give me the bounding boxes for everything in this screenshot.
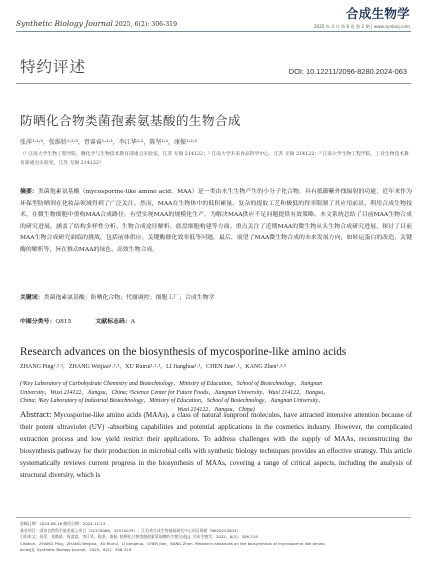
keywords-cn-text: 类菌孢素氨基酸；防晒化合物；代谢调控；细胞工厂；合成生物学 [43,295,215,301]
authors-en: ZHANG Ping¹˒²˒³，ZHANG Weijiao¹˒²˒³，XU Ruirui¹˒²˒³，LI Jianghua¹˒²，CHEN Jian¹˒²，KANG Zhen¹˒²˒³ [20,364,286,370]
footnote-citation-en: Citation：ZHANG Ping，ZHANG Weijiao，XU Ruirui，LI Jianghua，CHEN Jian，KANG Zhen. Research advances on the biosynthesis of mycosporine-like amino [20,540,325,546]
affiliation-en-line: China; ³Key Laboratory of Industrial Biotechnology，Ministry of Education，School of Biotechnology，Jiangnan University， [20,398,325,405]
code-label: 文献标志码： [95,318,131,325]
abstract-en-text: Mycosporine-like amino acids (MAAs), a class of natural sunproof molecules, have attracted intensive attention because of their potent ultraviolet (UV) -absorbing capabilities and potential applications in the cosmetics industry. However, the complicated extraction process and low yield restrict their applications. To address challenges with the supply of MAAs, reconstructing the biosynthesis pathway for their production in microbial cells with synthetic biology techniques provides an effective strategy. This article systematically reviews current progress in the biosynthesis of MAAs, covering a range of critical aspects, including the analysis of structural diversity, which is [20,411,413,479]
issue-info: 2025 年 4 月 第 6 卷 第 2 期 | www.synbioj.com [313,24,410,29]
footnote-received: 收稿日期：2024-08-16 修回日期：2024-12-13 [20,521,106,526]
journal-name: Synthetic Biology Journal [16,19,113,28]
abstract-cn [20,186,412,257]
journal-header-right [314,6,410,30]
affiliation-en-line: (¹Key Laboratory of Carbohydrate Chemistry and Biotechnology，Ministry of Education，School of Biotechnology，Jiangnan [20,381,323,387]
header-divider [16,31,411,32]
section-divider [16,83,411,84]
footnote-citation-cn: 引用本文：张萍，张维娇，胥睿睿，李江华，陈坚，康振. 防晒化合物类菌孢素氨基酸的生物合成[J]. 合成生物学，2025，6(2)：306-319 [20,534,258,540]
footer-divider [16,517,411,518]
footnote-citation-en-cont: acids[J]. Synthetic Biology Journal，2025，6(2)：306-319 [20,547,132,553]
abstract-cn-label: 摘要： [20,188,38,195]
abstract-cn-text: 类菌孢素氨基酸（mycosporine-like amino acid，MAA）是一类由水生生物产生的小分子化合物，具有抵御紫外线辐射的功能，近年来作为环保型防晒剂在化妆品领域得到了广泛关注。然而，MAA在生物体中的低积累量、复杂的提取工艺和极低的得率限制了其应用前景。利用合成生物技术，在微生物细胞中重构MAA合成路径，有望实现MAA的规模化生产，为解决MAA供应不足问题提供有效策略。本文系统总结了目前MAA生物合成的研究进展，涵盖了结构多样性分析、生物合成途径解析、底盘细胞构建等方面。重点关注了近期MAA的微生物从头生物合成研究进展，探讨了目前MAA生物合成研究面临的挑战，包括前体供应、关键酶催化效率低等问题。最后，展望了MAA微生物合成的未来发展方向，如转运蛋白的改造、关键酶的解析等，旨在推动MAA的绿色、高效生物合成。 [20,189,413,253]
article-title-en: Research advances on the biosynthesis of mycosporine-like amino acids [20,346,347,358]
abstract-en [20,409,412,481]
footnote-funding: 基金项目：国家自然科学基金面上项目（32370066，32570079）；江苏省合成生物基础研究中心项目资助（BK20233003） [20,527,241,533]
clc-value: Q815 [55,319,72,325]
footnotes [20,521,412,554]
classification [20,316,135,325]
affiliation-en-line: Wuxi 214122，Jiangsu，China) [177,406,255,413]
authors-cn: 张萍¹˒²˒³，张维娇¹˒²˒³，胥睿睿¹˒²˒³，李江华¹˒²，陈坚¹˒²，康振¹˒²˒³ [20,139,197,146]
affiliations-cn: （¹ 江南大学生物工程学院，糖化学与生物技术教育部重点实验室，江苏 无锡 214122；² 江南大学未来食品科学中心，江苏 无锡 214122；³ 江南大学生物工程学院，工业生物技术教育部重点实验室，江苏 无锡 214122） [20,152,409,166]
keywords-cn-label: 关键词： [20,294,44,301]
journal-issue: 2025, 6(2): 306-319 [114,21,178,28]
journal-logo: 合成生物学 [345,6,410,21]
keywords-cn [20,292,412,301]
doi[interactable]: DOI: 10.12211/2096-8280.2024-063 [288,67,407,76]
abstract-en-label: Abstract: [20,409,52,419]
affiliation-en-line: University，Wuxi 214122，Jiangsu，China; ²Science Center for Future Foods，Jiangnan University，Wuxi 214122，Jiangsu， [20,389,330,396]
section-label: 特约评述 [20,58,87,76]
article-title-cn: 防晒化合物类菌孢素氨基酸的生物合成 [20,113,241,128]
journal-header-left [16,19,177,28]
clc-label: 中图分类号： [20,318,56,325]
code-value: A [130,319,136,325]
